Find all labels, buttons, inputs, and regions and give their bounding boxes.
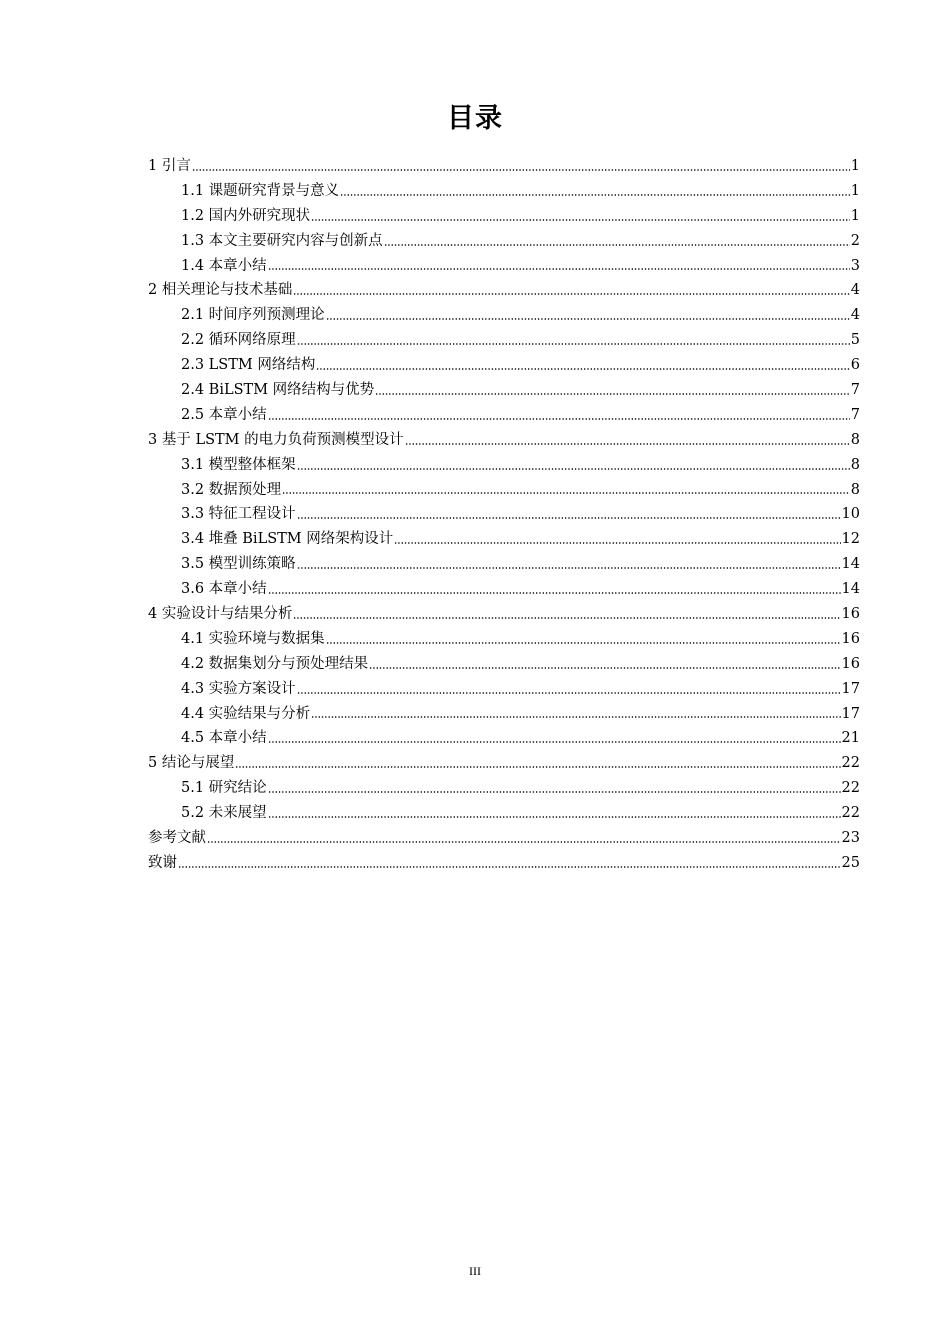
toc-entry-label: 3.6 本章小结 [181, 581, 267, 598]
toc-entry[interactable] [148, 378, 860, 403]
toc-entry[interactable] [148, 527, 860, 552]
toc-entry[interactable] [148, 303, 860, 328]
toc-entry-label: 3 基于 LSTM 的电力负荷预测模型设计 [148, 431, 404, 448]
toc-dot-leader [405, 441, 850, 447]
toc-dot-leader [297, 466, 850, 472]
toc-entry-label: 5.1 研究结论 [181, 780, 267, 797]
page-title: 目录 [447, 103, 503, 134]
toc-entry-label: 4.4 实验结果与分析 [181, 705, 311, 722]
toc-entry-label: 1.3 本文主要研究内容与创新点 [181, 232, 383, 249]
toc-entry-label: 3.2 数据预处理 [181, 481, 282, 498]
toc-entry[interactable] [148, 403, 860, 428]
toc-entry-label: 致谢 [148, 854, 177, 871]
toc-entry[interactable] [148, 278, 860, 303]
toc-entry-label: 3.5 模型训练策略 [181, 556, 296, 573]
toc-entry-page: 16 [841, 606, 860, 623]
toc-entry-page: 16 [841, 630, 860, 647]
toc-entry-label: 4.1 实验环境与数据集 [181, 630, 325, 647]
toc-entry[interactable] [148, 826, 860, 851]
toc-entry-page: 10 [841, 506, 860, 523]
toc-entry-label: 5.2 未来展望 [181, 805, 267, 822]
toc-entry-page: 6 [850, 357, 860, 374]
toc-entry-label: 3.3 特征工程设计 [181, 506, 296, 523]
toc-entry-page: 14 [841, 581, 860, 598]
toc-dot-leader [369, 665, 840, 671]
toc-entry-page: 22 [841, 755, 860, 772]
toc-entry[interactable] [148, 726, 860, 751]
toc-dot-leader [297, 565, 841, 571]
toc-entry[interactable] [148, 353, 860, 378]
toc-dot-leader [297, 690, 841, 696]
toc-dot-leader [297, 515, 841, 521]
toc-entry-page: 8 [850, 456, 860, 473]
toc-entry[interactable] [148, 453, 860, 478]
toc-dot-leader [293, 291, 849, 297]
toc-dot-leader [268, 814, 841, 820]
toc-entry-page: 21 [841, 730, 860, 747]
toc-entry-page: 8 [850, 481, 860, 498]
toc-entry-label: 3.1 模型整体框架 [181, 456, 296, 473]
toc-dot-leader [394, 540, 840, 546]
toc-entry-label: 4.3 实验方案设计 [181, 680, 296, 697]
toc-entry-page: 3 [850, 257, 860, 274]
toc-entry-page: 7 [850, 406, 860, 423]
toc-dot-leader [268, 416, 850, 422]
toc-entry-label: 1.2 国内外研究现状 [181, 207, 311, 224]
toc-entry[interactable] [148, 229, 860, 254]
toc-entry[interactable] [148, 801, 860, 826]
toc-dot-leader [268, 789, 841, 795]
toc-dot-leader [268, 266, 850, 272]
toc-entry-label: 4 实验设计与结果分析 [148, 606, 293, 623]
toc-entry-page: 16 [841, 655, 860, 672]
toc-entry-page: 7 [850, 382, 860, 398]
toc-entry[interactable] [148, 577, 860, 602]
toc-entry-page: 4 [850, 307, 860, 324]
toc-entry[interactable] [148, 502, 860, 527]
toc-entry-label: 4.2 数据集划分与预处理结果 [181, 655, 369, 672]
toc-entry-page: 22 [841, 780, 860, 797]
toc-entry-label: 2.4 BiLSTM 网络结构与优势 [181, 382, 375, 398]
toc-entry-label: 2.5 本章小结 [181, 406, 267, 423]
toc-entry-label: 1.4 本章小结 [181, 257, 267, 274]
toc-entry[interactable] [148, 154, 860, 179]
toc-entry[interactable] [148, 602, 860, 627]
toc-entry-page: 1 [850, 182, 860, 199]
toc-entry-label: 3.4 堆叠 BiLSTM 网络架构设计 [181, 531, 394, 548]
toc-dot-leader [326, 640, 841, 646]
toc-entry-label: 1.1 课题研究背景与意义 [181, 182, 340, 199]
toc-dot-leader [340, 192, 850, 198]
toc-entry-label: 1 引言 [148, 157, 191, 174]
toc-entry-label: 2.1 时间序列预测理论 [181, 307, 325, 324]
toc-entry-page: 1 [850, 207, 860, 224]
toc-entry-page: 17 [841, 680, 860, 697]
toc-entry[interactable] [148, 751, 860, 776]
toc-entry[interactable] [148, 204, 860, 229]
table-of-contents [148, 154, 860, 876]
toc-dot-leader [268, 739, 841, 745]
toc-entry-label: 2 相关理论与技术基础 [148, 282, 293, 299]
toc-dot-leader [235, 764, 840, 770]
toc-entry[interactable] [148, 677, 860, 702]
toc-dot-leader [282, 490, 850, 496]
toc-entry-page: 14 [841, 556, 860, 573]
toc-entry-label: 参考文献 [148, 830, 206, 847]
toc-entry[interactable] [148, 552, 860, 577]
page-number: III [469, 1264, 481, 1278]
toc-entry-label: 2.3 LSTM 网络结构 [181, 357, 316, 374]
toc-entry[interactable] [148, 652, 860, 677]
toc-dot-leader [293, 615, 840, 621]
toc-entry[interactable] [148, 254, 860, 279]
toc-entry-page: 4 [850, 282, 860, 299]
toc-entry[interactable] [148, 851, 860, 876]
toc-entry[interactable] [148, 428, 860, 453]
toc-entry[interactable] [148, 702, 860, 727]
toc-dot-leader [192, 167, 850, 173]
toc-dot-leader [207, 839, 841, 845]
toc-entry-page: 22 [841, 805, 860, 822]
toc-entry-page: 12 [841, 531, 860, 548]
toc-entry-page: 8 [850, 431, 860, 448]
toc-dot-leader [268, 590, 841, 596]
toc-entry-page: 5 [850, 332, 860, 349]
toc-dot-leader [311, 217, 850, 223]
toc-dot-leader [316, 366, 849, 372]
toc-entry[interactable] [148, 478, 860, 503]
toc-entry-page: 25 [841, 854, 860, 871]
toc-entry-page: 2 [850, 232, 860, 249]
toc-dot-leader [178, 864, 841, 870]
toc-entry-page: 1 [850, 157, 860, 174]
toc-entry[interactable] [148, 179, 860, 204]
toc-entry-label: 5 结论与展望 [148, 755, 235, 772]
toc-dot-leader [311, 714, 840, 720]
toc-entry-page: 17 [841, 705, 860, 722]
toc-entry-label: 4.5 本章小结 [181, 730, 267, 747]
toc-dot-leader [384, 242, 850, 248]
toc-dot-leader [297, 341, 850, 347]
toc-dot-leader [375, 391, 850, 397]
toc-entry[interactable] [148, 776, 860, 801]
toc-entry-page: 23 [841, 830, 860, 847]
toc-dot-leader [326, 316, 850, 322]
toc-entry-label: 2.2 循环网络原理 [181, 332, 296, 349]
toc-entry[interactable] [148, 627, 860, 652]
toc-entry[interactable] [148, 328, 860, 353]
